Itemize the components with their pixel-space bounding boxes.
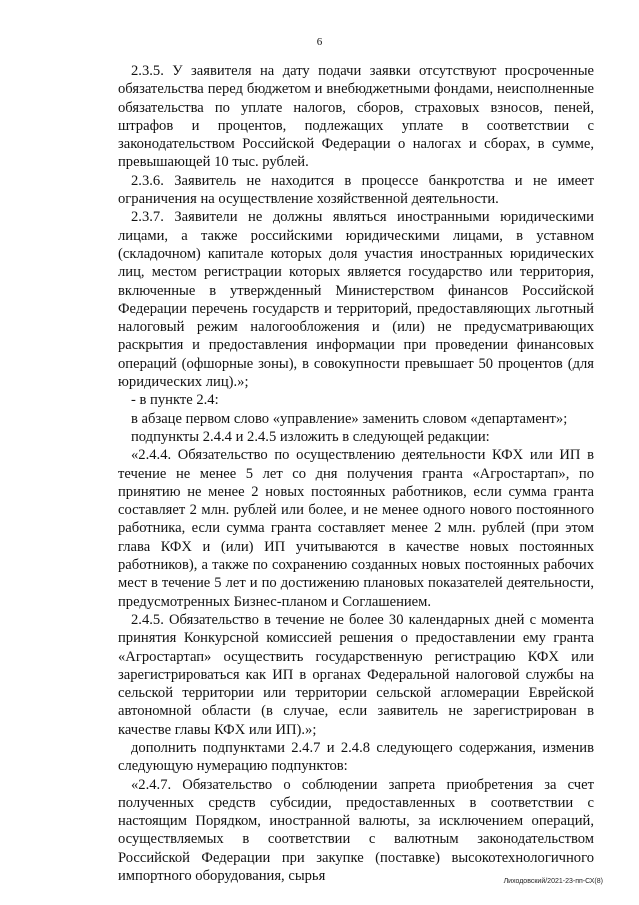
paragraph-2-4-7: «2.4.7. Обязательство о соблюдении запрета приобретения за счет полученных средств субсидии, предоставленных в соответствии с настоящим Порядком, иностранной валюты, за исключением операций, осуществляемых в соответствии с валютным законодательством Российской Федерации при закупке (поставке) высокотехнологичного импортного оборудования, сырья (118, 776, 594, 885)
paragraph-2-3-7: 2.3.7. Заявители не должны являться иностранными юридическими лицами, а также российскими юридическими лицами, в уставном (складочном) капитале которых доля участия иностранных юридических лиц, местом регистрации которых является государство или территория, включенные в утвержденный Министерством финансов Российской Федерации перечень государств и территорий, предоставляющих льготный налоговый режим налогообложения и (или) не предусматривающих раскрытия и предоставления информации при проведении финансовых операций (офшорные зоны), в совокупности превышает 50 процентов (для юридических лиц).»; (118, 209, 594, 391)
paragraph-2-3-6: 2.3.6. Заявитель не находится в процессе банкротства и не имеет ограничения на осуществление хозяйственной деятельности. (118, 172, 594, 208)
paragraph-2-4-4: «2.4.4. Обязательство по осуществлению деятельности КФХ или ИП в течение не менее 5 лет со дня получения гранта «Агростартап», по принятию не менее 2 новых постоянных работников, если сумма гранта составляет 2 млн. рублей или более, и не менее одного нового постоянного работника, если сумма гранта составляет менее 2 млн. рублей (при этом глава КФХ и (или) ИП учитываются в качестве новых постоянных работников), а также по сохранению созданных новых постоянных рабочих мест в течение 5 лет и по достижению плановых показателей деятельности, предусмотренных Бизнес-планом и Соглашением. (118, 447, 594, 610)
paragraph-supplement: дополнить подпунктами 2.4.7 и 2.4.8 следующего содержания, изменив следующую нумерацию подпунктов: (118, 739, 594, 775)
page-number: 6 (316, 36, 323, 48)
paragraph-item-2-4: - в пункте 2.4: (131, 392, 219, 409)
document-body (118, 62, 594, 885)
paragraph-2-3-5: 2.3.5. У заявителя на дату подачи заявки отсутствуют просроченные обязательства перед бюджетом и внебюджетными фондами, неисполненные обязательства по уплате налогов, сборов, страховых взносов, пеней, штрафов и процентов, подлежащих уплате в соответствии с законодательством Российской Федерации о налогах и сборах, в сумме, превышающей 10 тыс. рублей. (118, 63, 594, 171)
paragraph-replace-word: в абзаце первом слово «управление» заменить словом «департамент»; (131, 410, 568, 427)
paragraph-new-edition: подпункты 2.4.4 и 2.4.5 изложить в следующей редакции: (131, 428, 490, 445)
document-footer-code: Лиходовский/2021-23-пп-СХ(8) (503, 878, 603, 885)
paragraph-2-4-5: 2.4.5. Обязательство в течение не более 30 календарных дней с момента принятия Конкурсной комиссией решения о предоставлении ему гранта «Агростартап» осуществить государственную регистрацию КФХ или зарегистрироваться как ИП в органах Федеральной налоговой службы на сельской территории или территории сельской агломерации Еврейской автономной области (в случае, если заявитель не зарегистрирован в качестве главы КФХ или ИП).»; (118, 611, 594, 738)
